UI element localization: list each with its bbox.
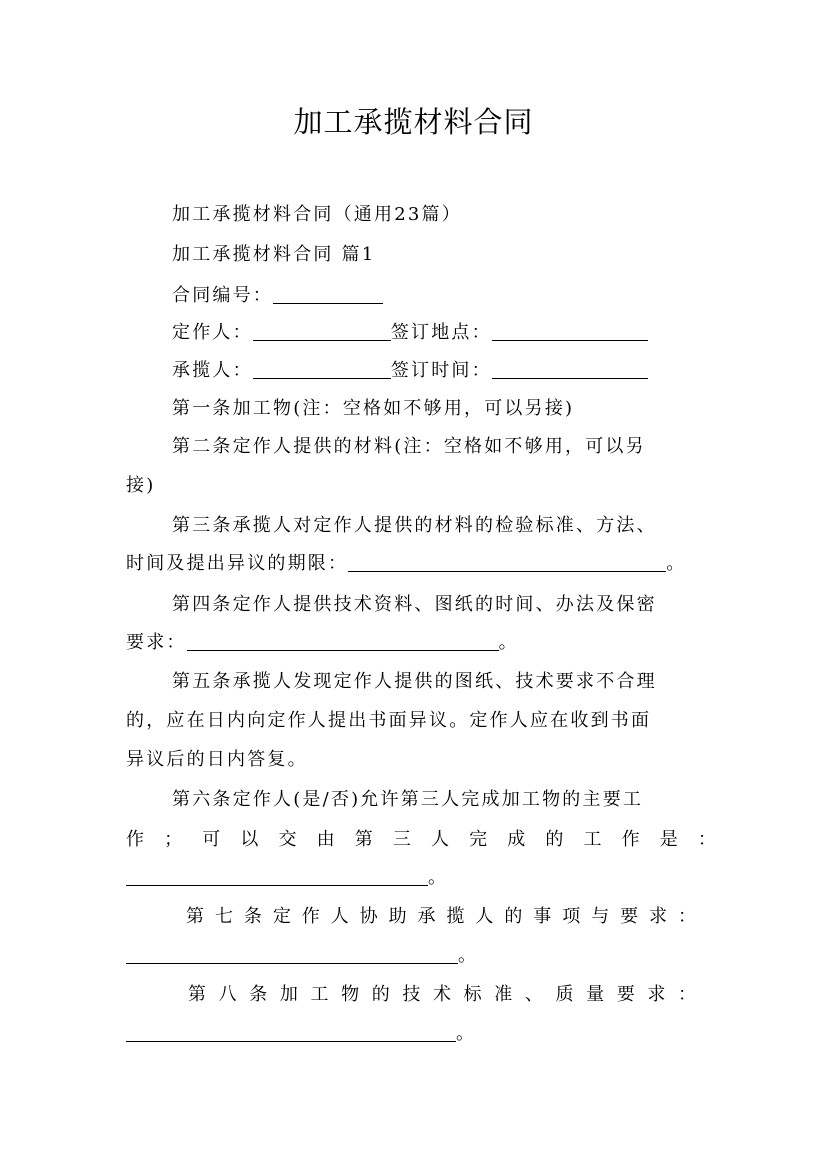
article-4-blank [187,632,499,651]
contractor-blank [253,360,391,379]
article-8-line-2 [126,1019,716,1045]
article-2-line-2: 接) [126,475,156,496]
article-6-line-3 [126,863,716,889]
article-7-blank [126,945,458,964]
article-4-label: 要求： [126,632,187,653]
article-5-line-3: 异议后的日内答复。 [126,749,308,770]
sign-place-blank [492,322,648,341]
page-title: 加工承揽材料合同 [293,105,534,139]
article-4-line-1: 第四条定作人提供技术资料、图纸的时间、办法及保密 [172,594,657,615]
article-8-period: 。 [456,1023,477,1044]
sign-time-blank [492,360,648,379]
article-7-line-1 [186,902,696,928]
article-7-line-2 [126,941,716,967]
ordering-party-label: 定作人： [172,322,253,343]
sign-time-label: 签订时间： [390,360,492,381]
article-8-line-1 [188,980,696,1006]
article-6-period: 。 [428,867,449,888]
article-5-line-2: 的，应在日内向定作人提出书面异议。定作人应在收到书面 [126,710,652,731]
contract-number-blank [273,285,383,304]
article-2-line-1: 第二条定作人提供的材料(注：空格如不够用，可以另 [172,436,646,457]
section-heading: 加工承揽材料合同 篇1 [172,244,376,265]
contract-number-label: 合同编号： [172,285,273,306]
article-8-spread: 第 八 条 加 工 物 的 技 术 标 准 、 质 量 要 求 ： [188,984,696,1005]
article-3-label: 时间及提出异议的期限： [126,553,349,574]
article-6-spread: 作 ； 可 以 交 由 第 三 人 完 成 的 工 作 是 ： [126,829,716,850]
subtitle: 加工承揽材料合同（通用23篇） [172,204,462,225]
article-3-period: 。 [666,553,687,574]
article-4-period: 。 [498,632,519,653]
contractor-label: 承揽人： [172,360,253,381]
article-3-line-2 [126,549,716,575]
article-6-line-2 [126,825,716,851]
article-5-line-1: 第五条承揽人发现定作人提供的图纸、技术要求不合理 [172,671,657,692]
article-3-blank [348,553,666,572]
article-6-line-1: 第六条定作人(是/否)允许第三人完成加工物的主要工 [172,789,644,810]
article-4-line-2 [126,628,716,654]
article-7-period: 。 [458,945,479,966]
contractor-line [172,356,716,382]
article-8-blank [126,1023,456,1042]
contract-number-line [172,281,716,307]
ordering-party-line [172,318,716,344]
article-6-blank [126,867,428,886]
ordering-party-blank [253,322,391,341]
article-1: 第一条加工物(注：空格如不够用，可以另接) [172,398,575,419]
article-3-line-1: 第三条承揽人对定作人提供的材料的检验标准、方法、 [172,515,657,536]
sign-place-label: 签订地点： [390,322,492,343]
article-7-spread: 第 七 条 定 作 人 协 助 承 揽 人 的 事 项 与 要 求 ： [186,906,696,927]
